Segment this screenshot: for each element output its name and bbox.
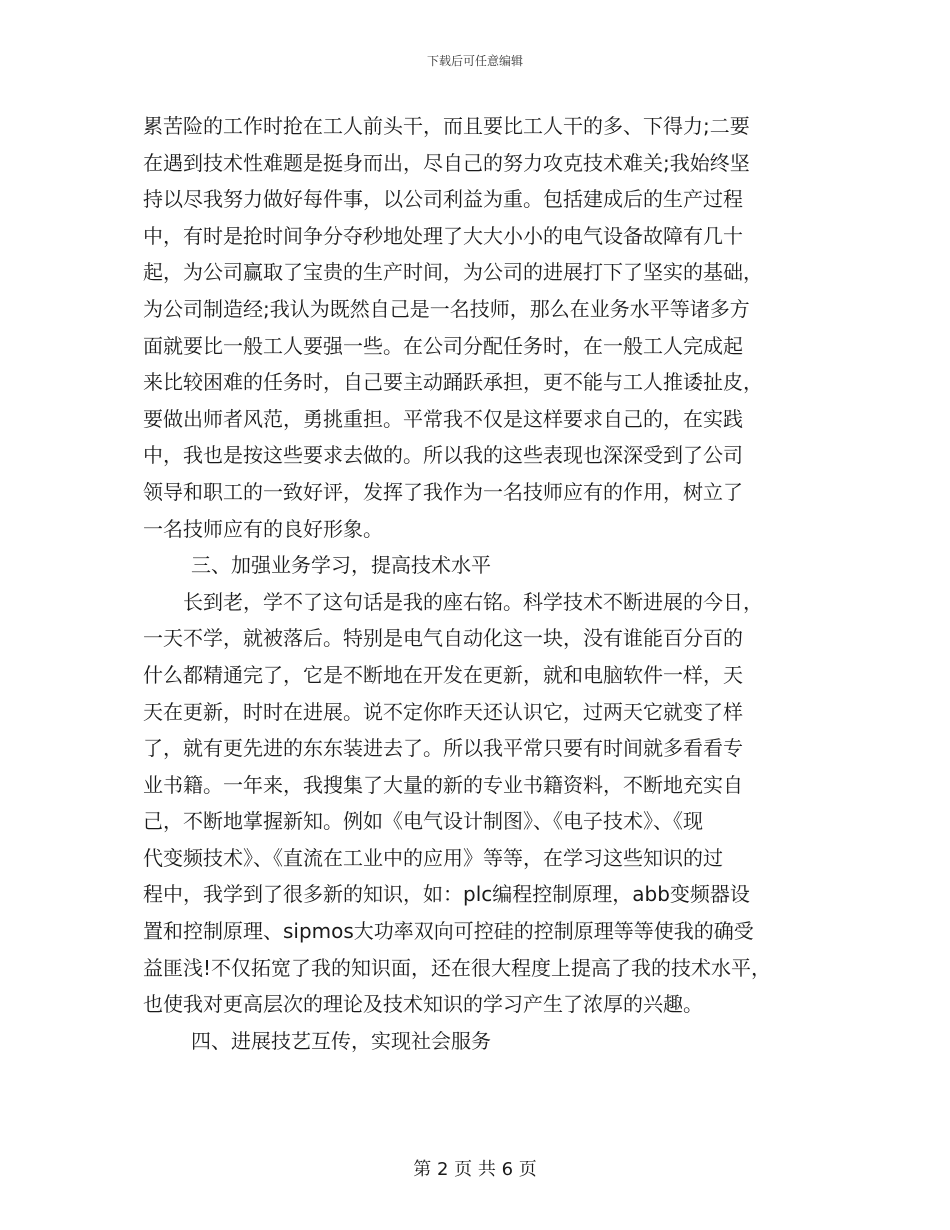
text-line: 为公司制造经;我认为既然自己是一名技师，那么在业务水平等诸多方 [143,296,750,321]
page-header: 下载后可任意编辑 [426,54,523,68]
text-line: 长到老，学不了这句话是我的座右铭。科学技术不断进展的今日， [183,589,763,614]
document-body [143,108,823,1059]
text-line: 起，为公司赢取了宝贵的生产时间，为公司的进展打下了坚实的基础， [143,260,763,285]
text-line: 也使我对更高层次的理论及技术知识的学习产生了浓厚的兴趣。 [143,992,703,1017]
text-line: 一名技师应有的良好形象。 [143,516,383,541]
text-line: 要做出师者风范，勇挑重担。平常我不仅是这样要求自己的，在实践 [143,406,743,431]
text-line: 什么都精通完了，它是不断地在开发在更新，就和电脑软件一样，天 [143,662,743,687]
text-line: 益匪浅!不仅拓宽了我的知识面，还在很大程度上提高了我的技术水平， [143,955,772,980]
section-heading: 三、加强业务学习，提高技术水平 [191,553,491,578]
text-line: 中，有时是抢时间争分夺秒地处理了大大小小的电气设备故障有几十 [143,223,743,248]
text-line: 中，我也是按这些要求去做的。所以我的这些表现也深深受到了公司 [143,443,743,468]
page-number-footer: 第 2 页 共 6 页 [413,1159,537,1180]
text-line: 领导和职工的一致好评，发挥了我作为一名技师应有的作用，树立了 [143,479,743,504]
text-line: 置和控制原理、sipmos大功率双向可控硅的控制原理等等使我的确受 [143,919,754,944]
text-line: 持以尽我努力做好每件事，以公司利益为重。包括建成后的生产过程 [143,187,743,212]
text-line: 己，不断地掌握新知。例如《电气设计制图》、《电子技术》、《现 [143,809,703,834]
text-line: 累苦险的工作时抢在工人前头干，而且要比工人干的多、下得力;二要 [143,114,750,138]
text-line: 一天不学，就被落后。特别是电气自动化这一块，没有谁能百分百的 [143,626,743,651]
text-line: 代变频技术》、《直流在工业中的应用》等等，在学习这些知识的过 [143,845,723,870]
section-heading: 四、进展技艺互传，实现社会服务 [191,1028,491,1053]
text-line: 业书籍。一年来，我搜集了大量的新的专业书籍资料，不断地充实自 [143,772,743,797]
text-line: 程中，我学到了很多新的知识，如：plc编程控制原理，abb变频器设 [143,882,750,907]
text-line: 天在更新，时时在进展。说不定你昨天还认识它，过两天它就变了样 [143,699,743,724]
text-line: 在遇到技术性难题是挺身而出，尽自己的努力攻克技术难关;我始终坚 [143,150,750,175]
text-line: 来比较困难的任务时，自己要主动踊跃承担，更不能与工人推诿扯皮， [143,370,763,395]
text-line: 面就要比一般工人要强一些。在公司分配任务时，在一般工人完成起 [143,333,743,358]
text-line: 了，就有更先进的东东装进去了。所以我平常只要有时间就多看看专 [143,736,743,761]
